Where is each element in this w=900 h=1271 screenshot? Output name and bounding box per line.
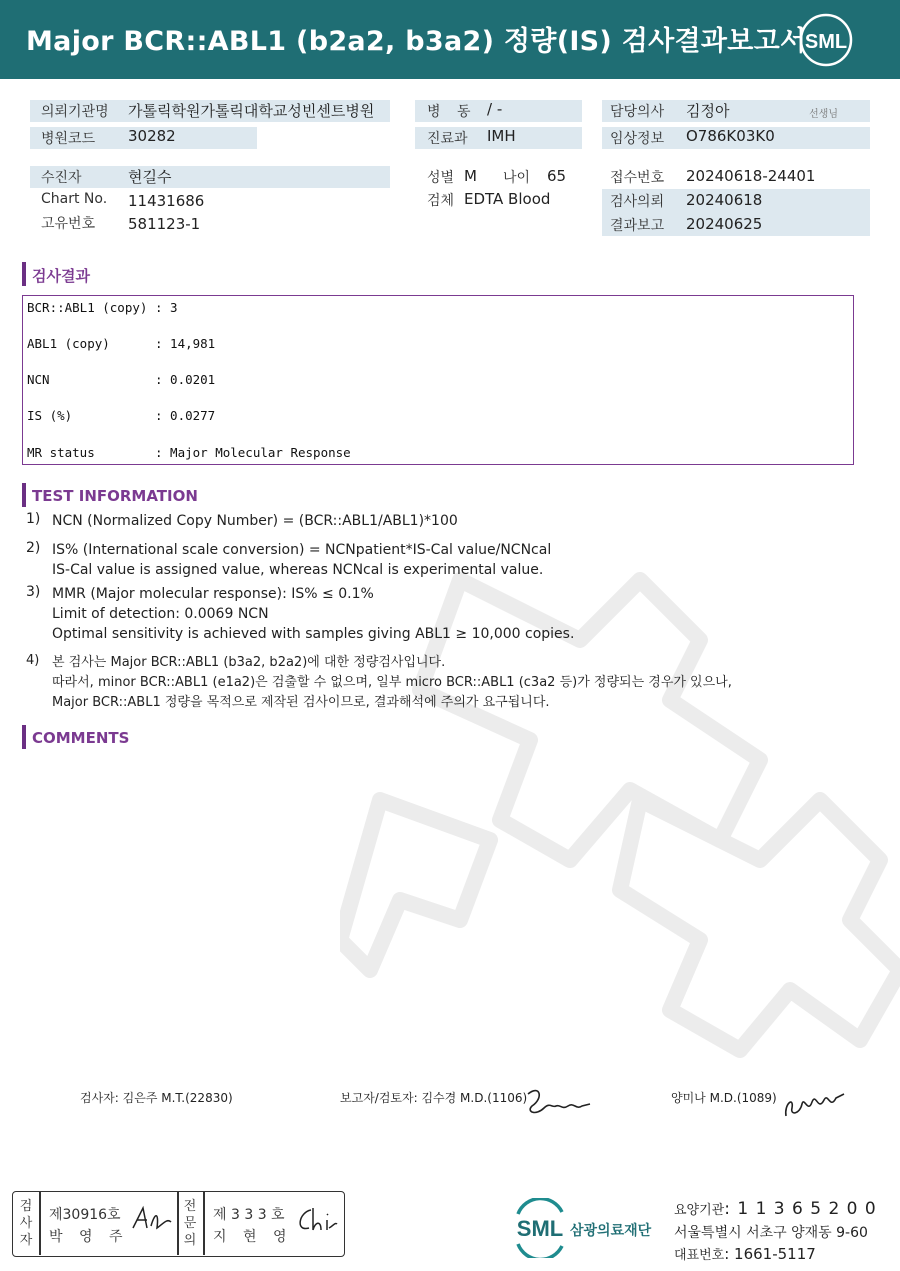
chart-label: Chart No. xyxy=(41,191,108,207)
stamp-char: 전 xyxy=(183,1199,197,1214)
ward-label: 병 동 xyxy=(427,104,477,120)
left-signature-icon xyxy=(129,1204,175,1234)
third-signature-icon xyxy=(782,1086,848,1120)
stamp-left-name: 박 영 주 xyxy=(49,1229,129,1245)
stamp-char: 사 xyxy=(19,1216,33,1231)
patient-value: 현길수 xyxy=(128,168,172,186)
stamp-left-no: 제30916호 xyxy=(49,1207,121,1223)
specimen-value: EDTA Blood xyxy=(464,190,551,208)
result-row xyxy=(27,300,178,315)
result-value: : 0.0201 xyxy=(155,372,216,387)
header-bar xyxy=(0,0,900,79)
dept-label: 진료과 xyxy=(427,131,468,147)
hospital-code-label: 병원코드 xyxy=(41,131,96,147)
clinical-value: O786K03K0 xyxy=(686,127,775,145)
info-line: Limit of detection: 0.0069 NCN xyxy=(52,606,269,622)
info-number: 1) xyxy=(26,511,41,527)
doctor-value: 김정아 xyxy=(686,102,730,120)
info-line: NCN (Normalized Copy Number) = (BCR::ABL1/ABL1)*100 xyxy=(52,513,458,529)
info-line: Major BCR::ABL1 정량을 목적으로 제작된 검사이므로, 결과해석에 주의가 요구됩니다. xyxy=(52,695,550,710)
id-label: 고유번호 xyxy=(41,216,96,232)
doctor-label: 담당의사 xyxy=(610,104,665,120)
result-value: : 14,981 xyxy=(155,336,216,351)
stamp-right-name: 지 현 영 xyxy=(213,1229,293,1245)
request-value: 20240618 xyxy=(686,191,763,209)
result-row xyxy=(27,445,351,460)
age-value: 65 xyxy=(547,167,567,185)
footer-phone xyxy=(674,1244,816,1263)
footer-code xyxy=(674,1199,877,1219)
ward-value: / - xyxy=(487,100,503,118)
institution-label: 의뢰기관명 xyxy=(41,104,109,120)
info-number: 3) xyxy=(26,584,41,600)
specimen-label: 검체 xyxy=(427,193,455,209)
result-label: MR status xyxy=(27,445,95,460)
stamp-divider xyxy=(39,1192,41,1255)
comments-section-bar xyxy=(22,725,26,749)
chart-value: 11431686 xyxy=(128,192,205,210)
svg-text:SML: SML xyxy=(804,31,848,53)
svg-text:삼광의료재단: 삼광의료재단 xyxy=(570,1223,652,1239)
footer-code-label: 요양기관 xyxy=(674,1203,725,1218)
sml-logo-icon xyxy=(798,12,854,68)
footer-address: 서울특별시 서초구 양재동 9-60 xyxy=(674,1225,868,1241)
test-info-section-title: TEST INFORMATION xyxy=(32,487,198,505)
results-box xyxy=(22,295,854,465)
right-signature-icon xyxy=(293,1204,339,1238)
report-label: 결과보고 xyxy=(610,218,665,234)
result-value: : Major Molecular Response xyxy=(155,445,351,460)
reporter-signature-icon xyxy=(522,1084,594,1120)
sex-value: M xyxy=(464,167,477,185)
svg-text:SML: SML xyxy=(516,1216,564,1241)
result-label: BCR::ABL1 (copy) xyxy=(27,300,148,315)
stamp-char: 자 xyxy=(19,1233,33,1248)
result-value: : 0.0277 xyxy=(155,408,216,423)
institution-value: 가톨릭학원가톨릭대학교성빈센트병원 xyxy=(128,102,375,120)
request-label: 검사의뢰 xyxy=(610,194,665,210)
stamp-divider xyxy=(203,1192,205,1255)
receipt-label: 접수번호 xyxy=(610,170,665,186)
stamp-right-no: 제 3 3 3 호 xyxy=(213,1207,285,1223)
hospital-code-value: 30282 xyxy=(128,127,176,145)
info-line: IS-Cal value is assigned value, whereas NCNcal is experimental value. xyxy=(52,562,544,578)
result-label: NCN xyxy=(27,372,50,387)
test-info-section-bar xyxy=(22,483,26,507)
info-line: Optimal sensitivity is achieved with samples giving ABL1 ≥ 10,000 copies. xyxy=(52,626,575,642)
stamp-right-label xyxy=(179,1198,201,1249)
info-line: 따라서, minor BCR::ABL1 (e1a2)은 검출할 수 없으며, 일부 micro BCR::ABL1 (c3a2 등)가 정량되는 경우가 있으나, xyxy=(52,675,732,690)
result-row xyxy=(27,372,215,387)
clinical-label: 임상정보 xyxy=(610,131,665,147)
report-value: 20240625 xyxy=(686,215,763,233)
patient-label: 수진자 xyxy=(41,170,82,186)
footer-code-value: : 1 1 3 6 5 2 0 0 xyxy=(724,1199,877,1219)
sml-footer-logo-icon xyxy=(510,1198,660,1258)
age-label: 나이 xyxy=(503,170,531,186)
results-section-title: 검사결과 xyxy=(32,267,90,285)
comments-section-title: COMMENTS xyxy=(32,729,130,747)
stamp-char: 문 xyxy=(183,1216,197,1231)
sex-label: 성별 xyxy=(427,170,455,186)
footer-logo xyxy=(510,1198,660,1262)
info-number: 4) xyxy=(26,653,40,668)
result-row xyxy=(27,336,215,351)
footer-phone-value: : 1661-5117 xyxy=(724,1245,816,1263)
report-title: Major BCR::ABL1 (b2a2, b3a2) 정량(IS) 검사결과보고서 xyxy=(26,26,807,57)
receipt-value: 20240618-24401 xyxy=(686,167,816,185)
watermark-cross-icon xyxy=(340,540,900,1060)
reporter-signature-text: 보고자/검토자: 김수경 M.D.(1106) xyxy=(340,1091,528,1105)
result-label: IS (%) xyxy=(27,408,73,423)
patient-row-bg xyxy=(30,166,390,188)
info-line: MMR (Major molecular response): IS% ≤ 0.1% xyxy=(52,586,374,602)
third-signature-text: 양미나 M.D.(1089) xyxy=(671,1091,777,1105)
info-number: 2) xyxy=(26,540,41,556)
footer-phone-label: 대표번호 xyxy=(674,1248,725,1263)
result-value: : 3 xyxy=(155,300,178,315)
results-section-bar xyxy=(22,262,26,286)
info-line: IS% (International scale conversion) = NCNpatient*IS-Cal value/NCNcal xyxy=(52,542,552,558)
info-line: 본 검사는 Major BCR::ABL1 (b3a2, b2a2)에 대한 정량검사입니다. xyxy=(52,655,446,670)
tester-signature-text: 검사자: 김은주 M.T.(22830) xyxy=(80,1091,233,1105)
stamp-char: 의 xyxy=(183,1233,197,1248)
result-label: ABL1 (copy) xyxy=(27,336,110,351)
doctor-suffix: 선생님 xyxy=(809,109,838,120)
stamp-char: 검 xyxy=(19,1199,33,1214)
result-row xyxy=(27,408,215,423)
certification-stamp xyxy=(12,1191,345,1257)
id-value: 581123-1 xyxy=(128,215,201,233)
dept-value: IMH xyxy=(487,127,516,145)
stamp-left-label xyxy=(15,1198,37,1249)
